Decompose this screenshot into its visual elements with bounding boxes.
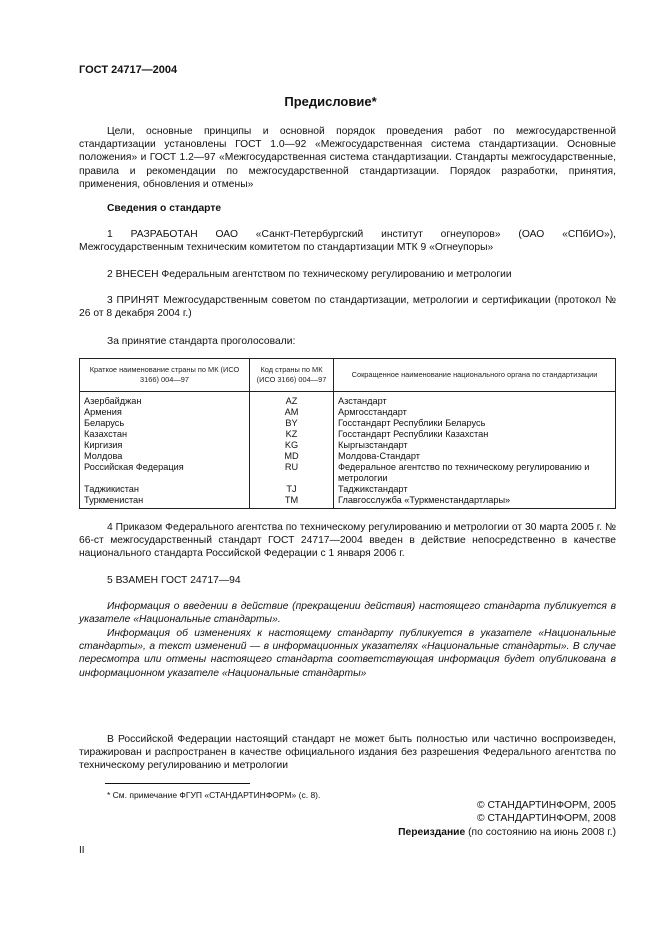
item-4-order: 4 Приказом Федерального агентства по техническому регулированию и метрологии от 30 марта 2005 г. № 66-ст межгосударственный стандарт ГОСТ 24717—2004 введен в действие непосредственно в качестве национального стандарта Российской Федерации с 1 января 2006 г. [79, 522, 616, 560]
country-cell: Российская Федерация [80, 462, 250, 484]
copyright-2008: © СТАНДАРТИНФОРМ, 2008 [477, 813, 616, 824]
country-cell: Беларусь [80, 418, 250, 429]
header-body: Сокращенное наименование национального органа по стандартизации [334, 359, 616, 392]
item-3-adopted: 3 ПРИНЯТ Межгосударственным советом по стандартизации, метрологии и сертификации (протокол № 26 от 8 декабря 2004 г.) [79, 295, 616, 320]
table-row [80, 451, 616, 462]
document-code: ГОСТ 24717—2004 [79, 64, 178, 76]
footnote: * См. примечание ФГУП «СТАНДАРТИНФОРМ» (с. 8). [107, 790, 321, 800]
copyright-notice: В Российской Федерации настоящий стандарт не может быть полностью или частично воспроизведен, тиражирован и распространен в качестве официального издания без разрешения Федерального агентства по техническому регулированию и метрологии [79, 734, 616, 772]
item-2-introduced: 2 ВНЕСЕН Федеральным агентством по техническому регулированию и метрологии [107, 269, 512, 280]
vote-intro: За принятие стандарта проголосовали: [107, 336, 296, 347]
body-cell: Кыргызстандарт [334, 440, 616, 451]
info-introduction: Информация о введении в действие (прекращении действия) настоящего стандарта публикуется в указателе «Национальные стандарты». [79, 601, 616, 626]
body-cell: Молдова-Стандарт [334, 451, 616, 462]
reissue-label: Переиздание [398, 827, 466, 838]
code-cell: KZ [250, 429, 334, 440]
header-country: Краткое наименование страны по МК (ИСО 3166) 004—97 [80, 359, 250, 392]
country-cell: Азербайджан [80, 392, 250, 408]
table-row [80, 484, 616, 495]
country-cell: Киргизия [80, 440, 250, 451]
table-row [80, 462, 616, 484]
table-row [80, 495, 616, 509]
body-cell: Главгосслужба «Туркменстандартлары» [334, 495, 616, 509]
reissue-line [398, 826, 616, 839]
table-row [80, 429, 616, 440]
voting-table [79, 358, 616, 509]
table-row [80, 440, 616, 451]
item-5-replaces: 5 ВЗАМЕН ГОСТ 24717—94 [107, 575, 241, 586]
code-cell: BY [250, 418, 334, 429]
reissue-note: (по состоянию на июнь 2008 г.) [468, 827, 616, 838]
intro-paragraph: Цели, основные принципы и основной порядок проведения работ по межгосударственной стандартизации установлены ГОСТ 1.0—92 «Межгосударственная система стандартизации. Основные положения» и ГОСТ 1.2—97 «Межгосударственная система стандартизации. Стандарты межгосударственные, правила и рекомендации по межгосударственной стандартизации. Порядок разработки, принятия, применения, обновления и отмены» [79, 126, 616, 190]
section-heading: Сведения о стандарте [107, 203, 222, 214]
table-header-row [80, 359, 616, 392]
body-cell: Армгосстандарт [334, 407, 616, 418]
body-cell: Азстандарт [334, 392, 616, 408]
country-cell: Армения [80, 407, 250, 418]
item-1-developed: 1 РАЗРАБОТАН ОАО «Санкт-Петербургский институт огнеупоров» (ОАО «СПбИО»), Межгосударственным техническим комитетом по стандартизации МТК 9 «Огнеупоры» [79, 229, 616, 254]
page-title: Предисловие* [284, 94, 377, 109]
country-cell: Таджикистан [80, 484, 250, 495]
country-cell: Молдова [80, 451, 250, 462]
page-number: II [79, 845, 85, 856]
table-row [80, 418, 616, 429]
body-cell: Таджикстандарт [334, 484, 616, 495]
code-cell: KG [250, 440, 334, 451]
body-cell: Госстандарт Республики Беларусь [334, 418, 616, 429]
code-cell: AM [250, 407, 334, 418]
info-changes: Информация об изменениях к настоящему стандарту публикуется в указателе «Национальные стандарты», а текст изменений — в информационных указателях «Национальные стандарты». В случае пересмотра или отмены настоящего стандарта соответствующая информация будет опубликована в информационном указателе «Национальные стандарты» [79, 628, 616, 679]
table-row [80, 407, 616, 418]
code-cell: TM [250, 495, 334, 509]
country-cell: Туркменистан [80, 495, 250, 509]
code-cell: MD [250, 451, 334, 462]
footnote-divider [105, 783, 250, 784]
body-cell: Госстандарт Республики Казахстан [334, 429, 616, 440]
code-cell: RU [250, 462, 334, 484]
body-cell: Федеральное агентство по техническому регулированию и метрологии [334, 462, 616, 484]
table-row [80, 392, 616, 408]
header-code: Код страны по МК (ИСО 3166) 004—97 [250, 359, 334, 392]
code-cell: AZ [250, 392, 334, 408]
country-cell: Казахстан [80, 429, 250, 440]
code-cell: TJ [250, 484, 334, 495]
copyright-2005: © СТАНДАРТИНФОРМ, 2005 [477, 800, 616, 811]
